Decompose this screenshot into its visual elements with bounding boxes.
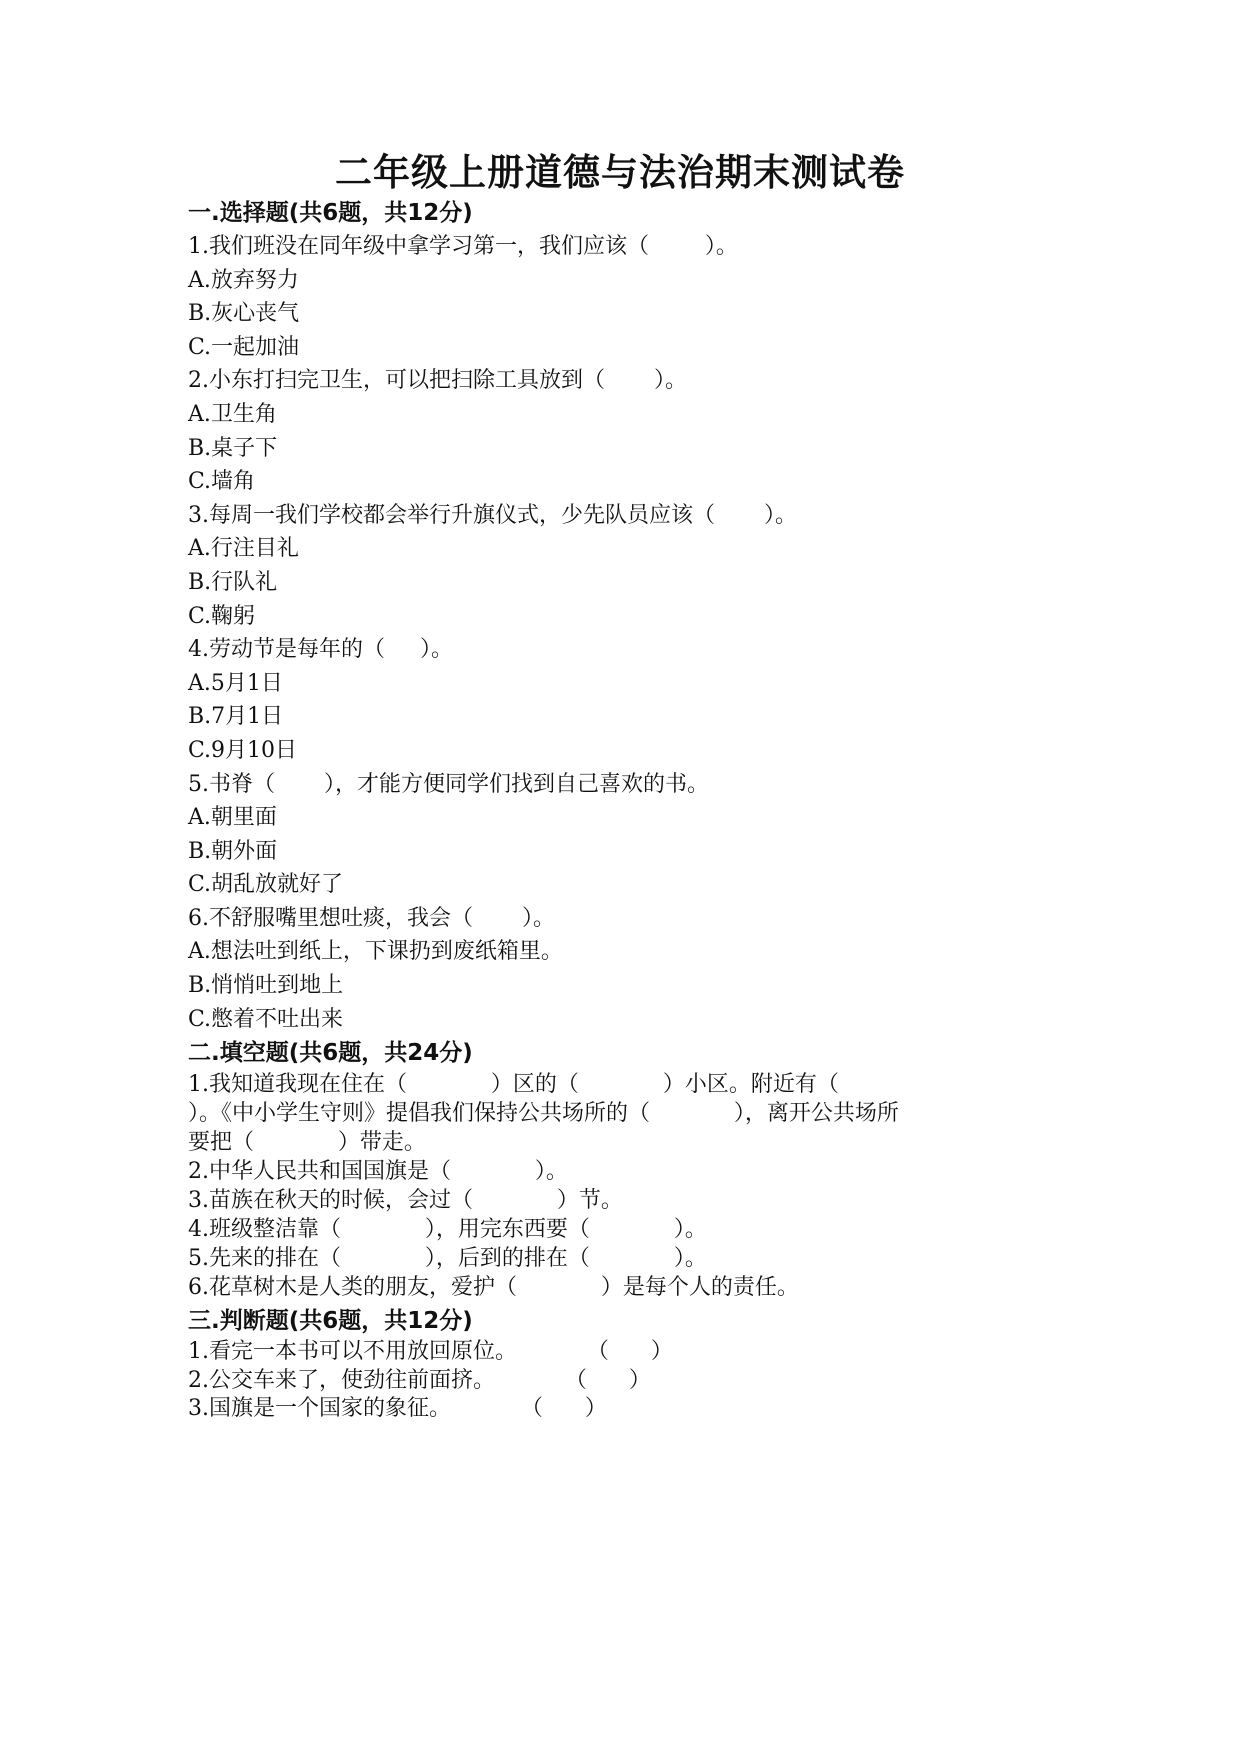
answer-option: B.灰心丧气 [188, 301, 300, 327]
answer-option: C.憋着不吐出来 [188, 1006, 344, 1032]
fill-question [188, 1186, 1068, 1215]
fill-question [188, 1215, 1068, 1244]
answer-option: B.朝外面 [188, 838, 278, 864]
question-line: 6.花草树木是人类的朋友，爱护（ ）是每个人的责任。 [188, 1275, 799, 1301]
section-heading: 一.选择题(共6题，共12分) [188, 200, 473, 226]
question-line: ）。《中小学生守则》提倡我们保持公共场所的（ ），离开公共场所 [188, 1101, 899, 1127]
question-stem: 6.不舒服嘴里想吐痰，我会（ ）。 [188, 905, 555, 931]
answer-option: B.悄悄吐到地上 [188, 973, 344, 999]
answer-option: B.行队礼 [188, 569, 278, 595]
answer-option: C.墙角 [188, 469, 256, 495]
question-line: 2.中华人民共和国国旗是（ ）。 [188, 1159, 568, 1185]
section-heading: 三.判断题(共6题，共12分) [188, 1308, 473, 1335]
question-stem: 5.书脊（ ），才能方便同学们找到自己喜欢的书。 [188, 771, 709, 797]
page-title: 二年级上册道德与法治期末测试卷 [335, 151, 905, 194]
fill-question [188, 1273, 1068, 1302]
answer-option: A.朝里面 [188, 805, 277, 831]
choice-question [188, 768, 1068, 902]
answer-option: A.想法吐到纸上，下课扔到废纸箱里。 [188, 939, 563, 965]
answer-option: C.鞠躬 [188, 603, 256, 629]
question-stem: 4.劳动节是每年的（ ）。 [188, 637, 453, 663]
fill-question [188, 1244, 1068, 1273]
answer-option: A.行注目礼 [188, 536, 299, 562]
choice-question [188, 499, 1068, 633]
question-line: 4.班级整洁靠（ ），用完东西要（ ）。 [188, 1217, 707, 1243]
judge-question: 1.看完一本书可以不用放回原位。 （ ） [188, 1339, 673, 1365]
choice-section [188, 196, 1068, 1036]
answer-option: A.放弃努力 [188, 267, 299, 293]
question-stem: 2.小东打扫完卫生，可以把扫除工具放到（ ）。 [188, 368, 687, 394]
answer-option: C.一起加油 [188, 334, 300, 360]
question-line: 5.先来的排在（ ），后到的排在（ ）。 [188, 1246, 707, 1272]
fill-question [188, 1157, 1068, 1186]
answer-option: A.5月1日 [188, 670, 283, 696]
answer-option: B.7月1日 [188, 704, 284, 730]
judge-question: 2.公交车来了，使劲往前面挤。 （ ） [188, 1367, 651, 1393]
choice-question [188, 364, 1068, 498]
answer-option: B.桌子下 [188, 435, 278, 461]
question-line: 3.苗族在秋天的时候，会过（ ）节。 [188, 1188, 623, 1214]
choice-question [188, 633, 1068, 767]
judge-question: 3.国旗是一个国家的象征。 （ ） [188, 1396, 607, 1422]
fill-section [188, 1036, 1068, 1302]
judge-section [188, 1304, 1068, 1424]
fill-question [188, 1070, 1068, 1157]
question-stem: 1.我们班没在同年级中拿学习第一，我们应该（ ）。 [188, 234, 738, 259]
question-line: 1.我知道我现在住在（ ）区的（ ）小区。附近有（ [188, 1072, 839, 1098]
question-stem: 3.每周一我们学校都会举行升旗仪式，少先队员应该（ ）。 [188, 502, 797, 528]
choice-question [188, 230, 1068, 364]
section-heading: 二.填空题(共6题，共24分) [188, 1040, 473, 1067]
question-line: 要把（ ）带走。 [188, 1130, 426, 1156]
exam-content [188, 196, 1068, 1424]
answer-option: A.卫生角 [188, 401, 277, 427]
answer-option: C.胡乱放就好了 [188, 872, 344, 898]
choice-question [188, 902, 1068, 1036]
answer-option: C.9月10日 [188, 737, 298, 763]
